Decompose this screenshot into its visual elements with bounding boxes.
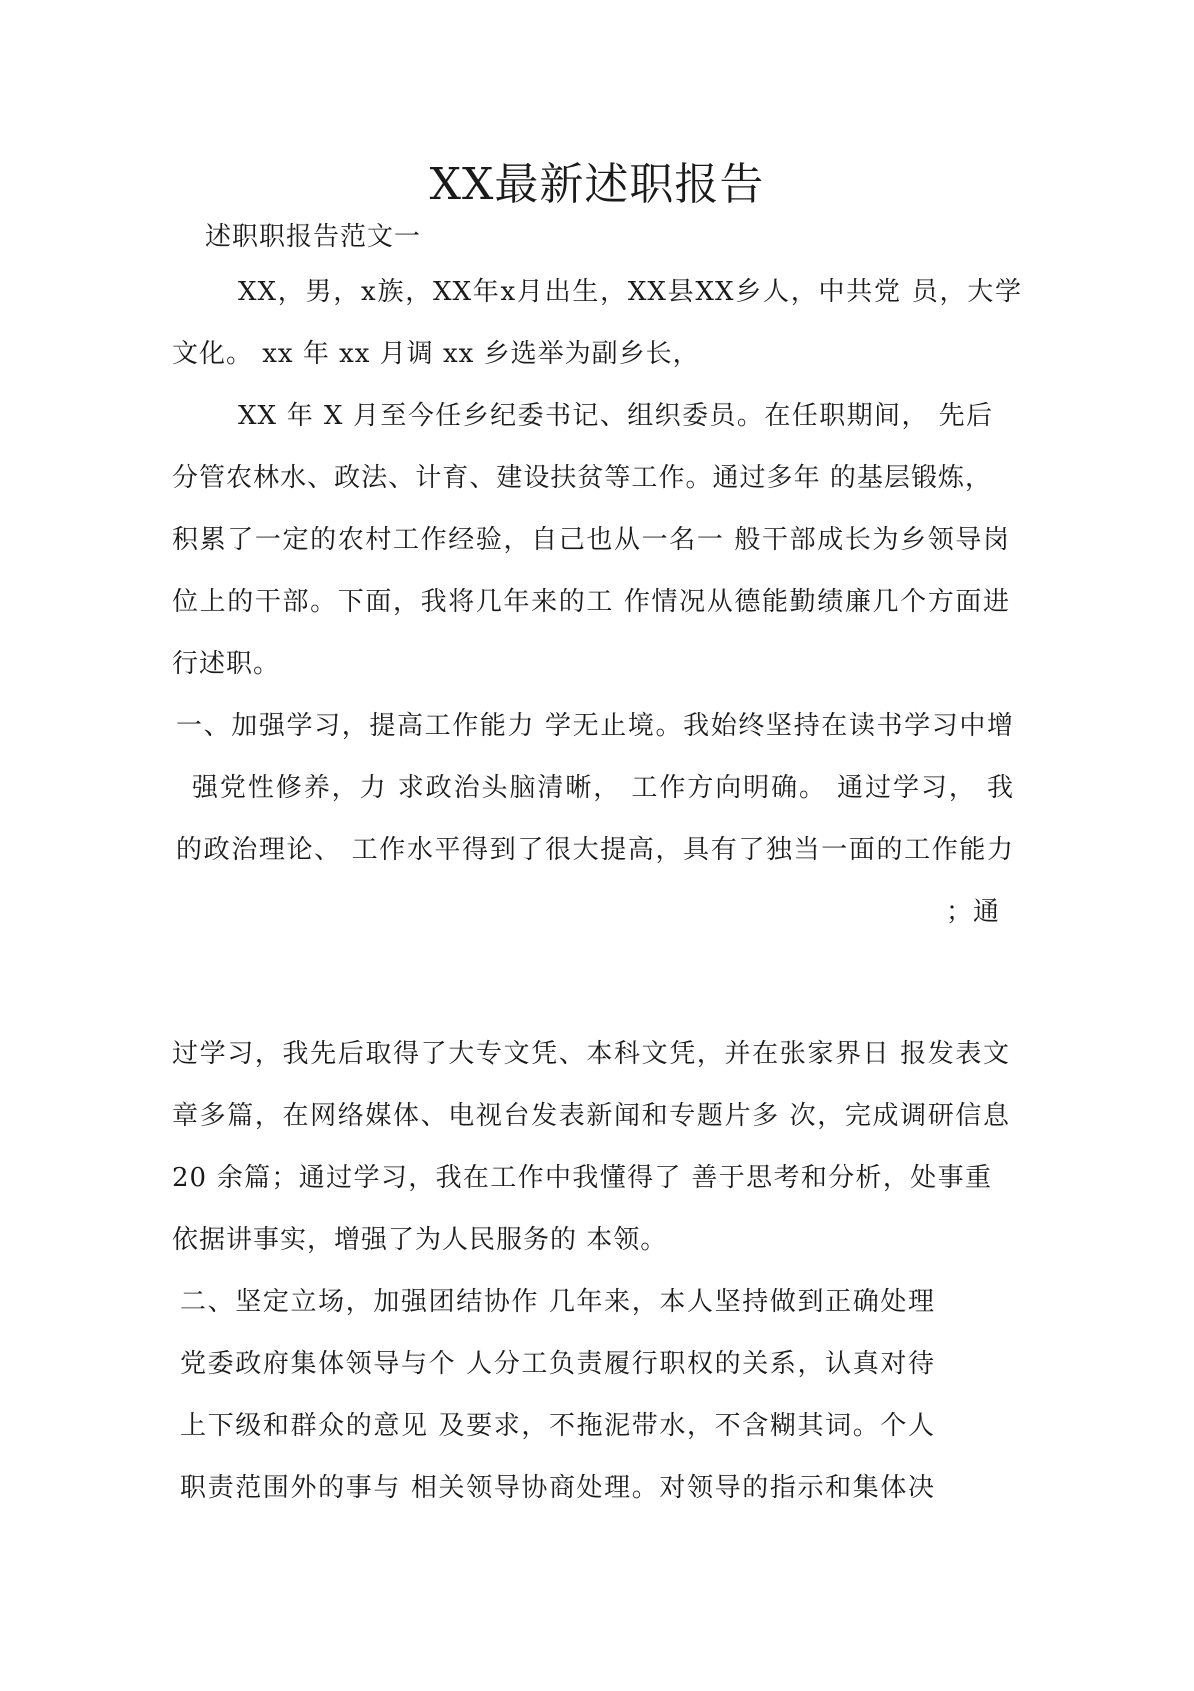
paragraph-line: 党委政府集体领导与个 人分工负责履行职权的关系，认真对待 [180, 1349, 935, 1379]
paragraph-line: XX 年 X 月至今任乡纪委书记、组织委员。在任职期间， 先后 [238, 401, 993, 431]
paragraph-line: 行述职。 [172, 649, 281, 679]
paragraph-line: 过学习，我先后取得了大专文凭、本科文凭，并在张家界日 报发表文 [172, 1039, 1010, 1069]
paragraph-line: 文化。 xx 年 xx 月调 xx 乡选举为副乡长， [172, 339, 700, 369]
paragraph-line: 依据讲事实，增强了为人民服务的 本领。 [172, 1225, 668, 1255]
document-subtitle: 述职职报告范文一 [205, 222, 422, 252]
paragraph-line: 分管农林水、政法、计育、建设扶贫等工作。通过多年 的基层锻炼， [172, 463, 992, 493]
paragraph-line: XX，男，x族，XX年x月出生，XX县XX乡人，中共党 员，大学 [238, 277, 1022, 307]
paragraph-line: 上下级和群众的意见 及要求，不拖泥带水，不含糊其词。个人 [180, 1411, 935, 1441]
document-title: XX最新述职报告 [429, 159, 765, 210]
paragraph-line: ；通 [945, 897, 1000, 927]
paragraph-line: 章多篇，在网络媒体、电视台发表新闻和专题片多 次，完成调研信息 [172, 1101, 1010, 1131]
paragraph-line: 强党性修养，力 求政治头脑清晰， 工作方向明确。 通过学习， 我 [192, 773, 1014, 803]
paragraph-line: 位上的干部。下面，我将几年来的工 作情况从德能勤绩廉几个方面进 [172, 587, 1010, 617]
section-heading-2: 二、坚定立场，加强团结协作 几年来，本人坚持做到正确处理 [180, 1287, 935, 1317]
paragraph-line: 的政治理论、 工作水平得到了很大提高，具有了独当一面的工作能力 [176, 835, 1014, 865]
paragraph-line: 20 余篇；通过学习，我在工作中我懂得了 善于思考和分析，处事重 [172, 1163, 992, 1193]
paragraph-line: 积累了一定的农村工作经验，自己也从一名一 般干部成长为乡领导岗 [172, 525, 1010, 555]
section-heading-1: 一、加强学习，提高工作能力 学无止境。我始终坚持在读书学习中增 [176, 711, 1014, 741]
paragraph-line: 职责范围外的事与 相关领导协商处理。对领导的指示和集体决 [180, 1473, 935, 1503]
